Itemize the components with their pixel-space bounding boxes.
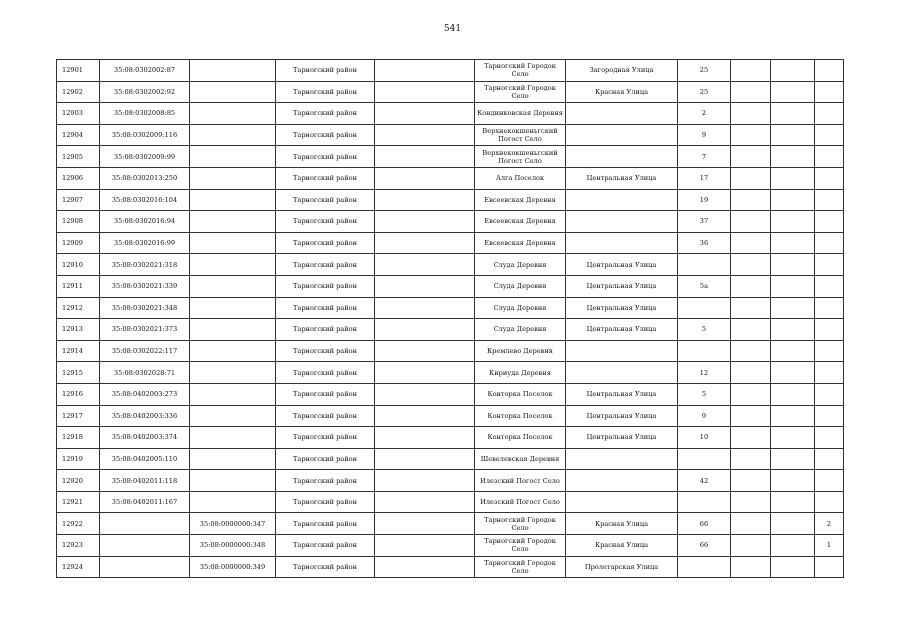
district-cell: Тарногский район: [276, 189, 375, 211]
apartment-cell: [815, 340, 844, 362]
record-number-cell: 12905: [57, 146, 100, 168]
registry-body: [57, 60, 844, 578]
locality-cell: Тарногский Городок Село: [475, 60, 566, 82]
building-cell: [731, 405, 771, 427]
street-cell: Центральная Улица: [566, 319, 678, 341]
linked-cadastral-number-cell: [190, 60, 276, 82]
street-cell: Красная Улица: [566, 513, 678, 535]
apartment-cell: [815, 448, 844, 470]
cadastral-number-cell: 35:08:0302009:99: [100, 146, 190, 168]
district-cell: Тарногский район: [276, 254, 375, 276]
district-cell: Тарногский район: [276, 60, 375, 82]
building-cell: [731, 81, 771, 103]
building-cell: [731, 535, 771, 557]
apartment-cell: [815, 362, 844, 384]
linked-cadastral-number-cell: [190, 297, 276, 319]
street-cell: [566, 211, 678, 233]
house-number-cell: [678, 297, 731, 319]
apartment-cell: 2: [815, 513, 844, 535]
apartment-cell: [815, 491, 844, 513]
cadastral-number-cell: [100, 556, 190, 578]
building-cell: [731, 189, 771, 211]
apartment-cell: [815, 275, 844, 297]
district-cell: Тарногский район: [276, 340, 375, 362]
settlement-cell: [375, 448, 475, 470]
building-cell: [731, 297, 771, 319]
building-cell: [731, 427, 771, 449]
structure-cell: [771, 427, 815, 449]
page-number: 541: [443, 24, 462, 34]
table-row: [57, 211, 844, 233]
house-number-cell: [678, 448, 731, 470]
record-number-cell: 12910: [57, 254, 100, 276]
settlement-cell: [375, 319, 475, 341]
record-number-cell: 12916: [57, 383, 100, 405]
locality-cell: Конторка Поселок: [475, 405, 566, 427]
linked-cadastral-number-cell: [190, 427, 276, 449]
district-cell: Тарногский район: [276, 556, 375, 578]
registry-table: [56, 59, 844, 578]
record-number-cell: 12902: [57, 81, 100, 103]
street-cell: Центральная Улица: [566, 297, 678, 319]
record-number-cell: 12915: [57, 362, 100, 384]
house-number-cell: 19: [678, 189, 731, 211]
cadastral-number-cell: 35:08:0302021:339: [100, 275, 190, 297]
street-cell: [566, 448, 678, 470]
settlement-cell: [375, 491, 475, 513]
linked-cadastral-number-cell: [190, 362, 276, 384]
table-row: [57, 470, 844, 492]
structure-cell: [771, 319, 815, 341]
street-cell: [566, 103, 678, 125]
building-cell: [731, 60, 771, 82]
building-cell: [731, 448, 771, 470]
record-number-cell: 12906: [57, 167, 100, 189]
linked-cadastral-number-cell: [190, 448, 276, 470]
locality-cell: Тарногский Городок Село: [475, 81, 566, 103]
table-row: [57, 297, 844, 319]
record-number-cell: 12901: [57, 60, 100, 82]
locality-cell: Тарногский Городок Село: [475, 535, 566, 557]
structure-cell: [771, 211, 815, 233]
cadastral-number-cell: 35:08:0302016:99: [100, 232, 190, 254]
table-row: [57, 513, 844, 535]
street-cell: Красная Улица: [566, 81, 678, 103]
linked-cadastral-number-cell: [190, 167, 276, 189]
district-cell: Тарногский район: [276, 297, 375, 319]
apartment-cell: [815, 383, 844, 405]
table-row: [57, 81, 844, 103]
locality-cell: Верхнекокшеньгский Погост Село: [475, 124, 566, 146]
locality-cell: Слуда Деревня: [475, 319, 566, 341]
structure-cell: [771, 513, 815, 535]
district-cell: Тарногский район: [276, 383, 375, 405]
cadastral-number-cell: 35:08:0302002:87: [100, 60, 190, 82]
locality-cell: Евсеевская Деревня: [475, 211, 566, 233]
cadastral-number-cell: 35:08:0302016:94: [100, 211, 190, 233]
settlement-cell: [375, 124, 475, 146]
linked-cadastral-number-cell: [190, 232, 276, 254]
record-number-cell: 12914: [57, 340, 100, 362]
district-cell: Тарногский район: [276, 448, 375, 470]
building-cell: [731, 491, 771, 513]
apartment-cell: 1: [815, 535, 844, 557]
linked-cadastral-number-cell: [190, 383, 276, 405]
apartment-cell: [815, 232, 844, 254]
house-number-cell: [678, 491, 731, 513]
house-number-cell: 25: [678, 60, 731, 82]
cadastral-number-cell: 35:08:0402011:167: [100, 491, 190, 513]
structure-cell: [771, 60, 815, 82]
cadastral-number-cell: 35:08:0302009:116: [100, 124, 190, 146]
record-number-cell: 12919: [57, 448, 100, 470]
district-cell: Тарногский район: [276, 405, 375, 427]
house-number-cell: 9: [678, 124, 731, 146]
house-number-cell: 5: [678, 383, 731, 405]
cadastral-number-cell: 35:08:0402003:374: [100, 427, 190, 449]
record-number-cell: 12909: [57, 232, 100, 254]
district-cell: Тарногский район: [276, 427, 375, 449]
table-row: [57, 167, 844, 189]
settlement-cell: [375, 535, 475, 557]
locality-cell: Илезский Погост Село: [475, 491, 566, 513]
settlement-cell: [375, 556, 475, 578]
locality-cell: Евсеевская Деревня: [475, 232, 566, 254]
cadastral-number-cell: 35:08:0302002:92: [100, 81, 190, 103]
street-cell: Центральная Улица: [566, 427, 678, 449]
street-cell: Центральная Улица: [566, 275, 678, 297]
linked-cadastral-number-cell: [190, 470, 276, 492]
record-number-cell: 12913: [57, 319, 100, 341]
record-number-cell: 12920: [57, 470, 100, 492]
street-cell: Центральная Улица: [566, 383, 678, 405]
street-cell: [566, 362, 678, 384]
structure-cell: [771, 470, 815, 492]
building-cell: [731, 513, 771, 535]
structure-cell: [771, 275, 815, 297]
linked-cadastral-number-cell: 35:08:0000000:348: [190, 535, 276, 557]
table-row: [57, 189, 844, 211]
house-number-cell: 10: [678, 427, 731, 449]
district-cell: Тарногский район: [276, 470, 375, 492]
table-row: [57, 254, 844, 276]
house-number-cell: 42: [678, 470, 731, 492]
street-cell: [566, 470, 678, 492]
locality-cell: Тарногский Городок Село: [475, 513, 566, 535]
locality-cell: Кондинковская Деревня: [475, 103, 566, 125]
structure-cell: [771, 535, 815, 557]
locality-cell: Евсеевская Деревня: [475, 189, 566, 211]
district-cell: Тарногский район: [276, 211, 375, 233]
district-cell: Тарногский район: [276, 232, 375, 254]
building-cell: [731, 167, 771, 189]
linked-cadastral-number-cell: [190, 340, 276, 362]
linked-cadastral-number-cell: [190, 275, 276, 297]
apartment-cell: [815, 103, 844, 125]
linked-cadastral-number-cell: 35:08:0000000:347: [190, 513, 276, 535]
apartment-cell: [815, 146, 844, 168]
apartment-cell: [815, 167, 844, 189]
structure-cell: [771, 124, 815, 146]
house-number-cell: 66: [678, 535, 731, 557]
linked-cadastral-number-cell: [190, 405, 276, 427]
settlement-cell: [375, 60, 475, 82]
district-cell: Тарногский район: [276, 319, 375, 341]
house-number-cell: 37: [678, 211, 731, 233]
record-number-cell: 12903: [57, 103, 100, 125]
settlement-cell: [375, 103, 475, 125]
cadastral-number-cell: 35:08:0302008:85: [100, 103, 190, 125]
house-number-cell: 5а: [678, 275, 731, 297]
settlement-cell: [375, 81, 475, 103]
table-row: [57, 405, 844, 427]
apartment-cell: [815, 470, 844, 492]
record-number-cell: 12907: [57, 189, 100, 211]
apartment-cell: [815, 405, 844, 427]
table-row: [57, 232, 844, 254]
district-cell: Тарногский район: [276, 491, 375, 513]
apartment-cell: [815, 81, 844, 103]
building-cell: [731, 362, 771, 384]
table-row: [57, 124, 844, 146]
district-cell: Тарногский район: [276, 81, 375, 103]
structure-cell: [771, 297, 815, 319]
district-cell: Тарногский район: [276, 513, 375, 535]
record-number-cell: 12917: [57, 405, 100, 427]
locality-cell: Конторка Поселок: [475, 427, 566, 449]
apartment-cell: [815, 189, 844, 211]
street-cell: [566, 340, 678, 362]
cadastral-number-cell: 35:08:0402003:336: [100, 405, 190, 427]
table-row: [57, 383, 844, 405]
apartment-cell: [815, 124, 844, 146]
table-row: [57, 103, 844, 125]
structure-cell: [771, 491, 815, 513]
structure-cell: [771, 448, 815, 470]
record-number-cell: 12908: [57, 211, 100, 233]
locality-cell: Тарногский Городок Село: [475, 556, 566, 578]
street-cell: Центральная Улица: [566, 167, 678, 189]
settlement-cell: [375, 254, 475, 276]
house-number-cell: 12: [678, 362, 731, 384]
settlement-cell: [375, 405, 475, 427]
cadastral-number-cell: 35:08:0302013:250: [100, 167, 190, 189]
table-row: [57, 427, 844, 449]
linked-cadastral-number-cell: [190, 124, 276, 146]
apartment-cell: [815, 319, 844, 341]
settlement-cell: [375, 513, 475, 535]
record-number-cell: 12924: [57, 556, 100, 578]
building-cell: [731, 211, 771, 233]
building-cell: [731, 232, 771, 254]
locality-cell: Верхнекокшеньгский Погост Село: [475, 146, 566, 168]
table-row: [57, 535, 844, 557]
cadastral-number-cell: 35:08:0402003:273: [100, 383, 190, 405]
structure-cell: [771, 103, 815, 125]
house-number-cell: [678, 556, 731, 578]
structure-cell: [771, 81, 815, 103]
structure-cell: [771, 405, 815, 427]
settlement-cell: [375, 427, 475, 449]
settlement-cell: [375, 470, 475, 492]
house-number-cell: 66: [678, 513, 731, 535]
building-cell: [731, 254, 771, 276]
record-number-cell: 12912: [57, 297, 100, 319]
district-cell: Тарногский район: [276, 535, 375, 557]
settlement-cell: [375, 189, 475, 211]
settlement-cell: [375, 297, 475, 319]
table-row: [57, 146, 844, 168]
table-row: [57, 319, 844, 341]
settlement-cell: [375, 362, 475, 384]
table-row: [57, 556, 844, 578]
apartment-cell: [815, 60, 844, 82]
street-cell: [566, 491, 678, 513]
district-cell: Тарногский район: [276, 103, 375, 125]
house-number-cell: 5: [678, 319, 731, 341]
cadastral-number-cell: 35:08:0402005:110: [100, 448, 190, 470]
district-cell: Тарногский район: [276, 275, 375, 297]
locality-cell: Слуда Деревня: [475, 254, 566, 276]
table-row: [57, 340, 844, 362]
settlement-cell: [375, 383, 475, 405]
table-row: [57, 275, 844, 297]
cadastral-number-cell: 35:08:0302021:373: [100, 319, 190, 341]
street-cell: [566, 189, 678, 211]
linked-cadastral-number-cell: [190, 189, 276, 211]
structure-cell: [771, 383, 815, 405]
cadastral-number-cell: 35:08:0402011:118: [100, 470, 190, 492]
street-cell: [566, 124, 678, 146]
house-number-cell: 17: [678, 167, 731, 189]
structure-cell: [771, 340, 815, 362]
street-cell: [566, 146, 678, 168]
cadastral-number-cell: [100, 535, 190, 557]
house-number-cell: [678, 340, 731, 362]
structure-cell: [771, 146, 815, 168]
house-number-cell: 25: [678, 81, 731, 103]
locality-cell: Слуда Деревня: [475, 297, 566, 319]
record-number-cell: 12918: [57, 427, 100, 449]
settlement-cell: [375, 211, 475, 233]
record-number-cell: 12911: [57, 275, 100, 297]
building-cell: [731, 146, 771, 168]
record-number-cell: 12923: [57, 535, 100, 557]
building-cell: [731, 124, 771, 146]
street-cell: Загородная Улица: [566, 60, 678, 82]
building-cell: [731, 383, 771, 405]
apartment-cell: [815, 427, 844, 449]
street-cell: Пролетарская Улица: [566, 556, 678, 578]
building-cell: [731, 275, 771, 297]
street-cell: Центральная Улица: [566, 254, 678, 276]
settlement-cell: [375, 146, 475, 168]
linked-cadastral-number-cell: [190, 319, 276, 341]
locality-cell: Илезский Погост Село: [475, 470, 566, 492]
locality-cell: Слуда Деревня: [475, 275, 566, 297]
cadastral-number-cell: [100, 513, 190, 535]
linked-cadastral-number-cell: [190, 103, 276, 125]
building-cell: [731, 470, 771, 492]
building-cell: [731, 319, 771, 341]
structure-cell: [771, 254, 815, 276]
table-row: [57, 60, 844, 82]
house-number-cell: 36: [678, 232, 731, 254]
district-cell: Тарногский район: [276, 362, 375, 384]
linked-cadastral-number-cell: [190, 81, 276, 103]
street-cell: Центральная Улица: [566, 405, 678, 427]
settlement-cell: [375, 340, 475, 362]
structure-cell: [771, 556, 815, 578]
linked-cadastral-number-cell: [190, 254, 276, 276]
locality-cell: Кириуда Деревня: [475, 362, 566, 384]
apartment-cell: [815, 556, 844, 578]
apartment-cell: [815, 211, 844, 233]
house-number-cell: [678, 254, 731, 276]
settlement-cell: [375, 232, 475, 254]
building-cell: [731, 340, 771, 362]
cadastral-number-cell: 35:08:0302021:318: [100, 254, 190, 276]
linked-cadastral-number-cell: [190, 211, 276, 233]
structure-cell: [771, 232, 815, 254]
cadastral-number-cell: 35:08:0302016:104: [100, 189, 190, 211]
street-cell: Красная Улица: [566, 535, 678, 557]
cadastral-number-cell: 35:08:0302022:117: [100, 340, 190, 362]
record-number-cell: 12904: [57, 124, 100, 146]
district-cell: Тарногский район: [276, 167, 375, 189]
house-number-cell: 2: [678, 103, 731, 125]
settlement-cell: [375, 275, 475, 297]
linked-cadastral-number-cell: [190, 491, 276, 513]
linked-cadastral-number-cell: [190, 146, 276, 168]
record-number-cell: 12921: [57, 491, 100, 513]
linked-cadastral-number-cell: 35:08:0000000:349: [190, 556, 276, 578]
structure-cell: [771, 189, 815, 211]
table-row: [57, 362, 844, 384]
district-cell: Тарногский район: [276, 124, 375, 146]
apartment-cell: [815, 254, 844, 276]
house-number-cell: 7: [678, 146, 731, 168]
building-cell: [731, 556, 771, 578]
locality-cell: Конторка Поселок: [475, 383, 566, 405]
apartment-cell: [815, 297, 844, 319]
table-row: [57, 448, 844, 470]
structure-cell: [771, 167, 815, 189]
locality-cell: Кремлево Деревня: [475, 340, 566, 362]
structure-cell: [771, 362, 815, 384]
record-number-cell: 12922: [57, 513, 100, 535]
street-cell: [566, 232, 678, 254]
house-number-cell: 9: [678, 405, 731, 427]
building-cell: [731, 103, 771, 125]
locality-cell: Алга Поселок: [475, 167, 566, 189]
cadastral-number-cell: 35:08:0302028:71: [100, 362, 190, 384]
cadastral-number-cell: 35:08:0302021:348: [100, 297, 190, 319]
district-cell: Тарногский район: [276, 146, 375, 168]
locality-cell: Шевелевская Деревня: [475, 448, 566, 470]
settlement-cell: [375, 167, 475, 189]
table-row: [57, 491, 844, 513]
